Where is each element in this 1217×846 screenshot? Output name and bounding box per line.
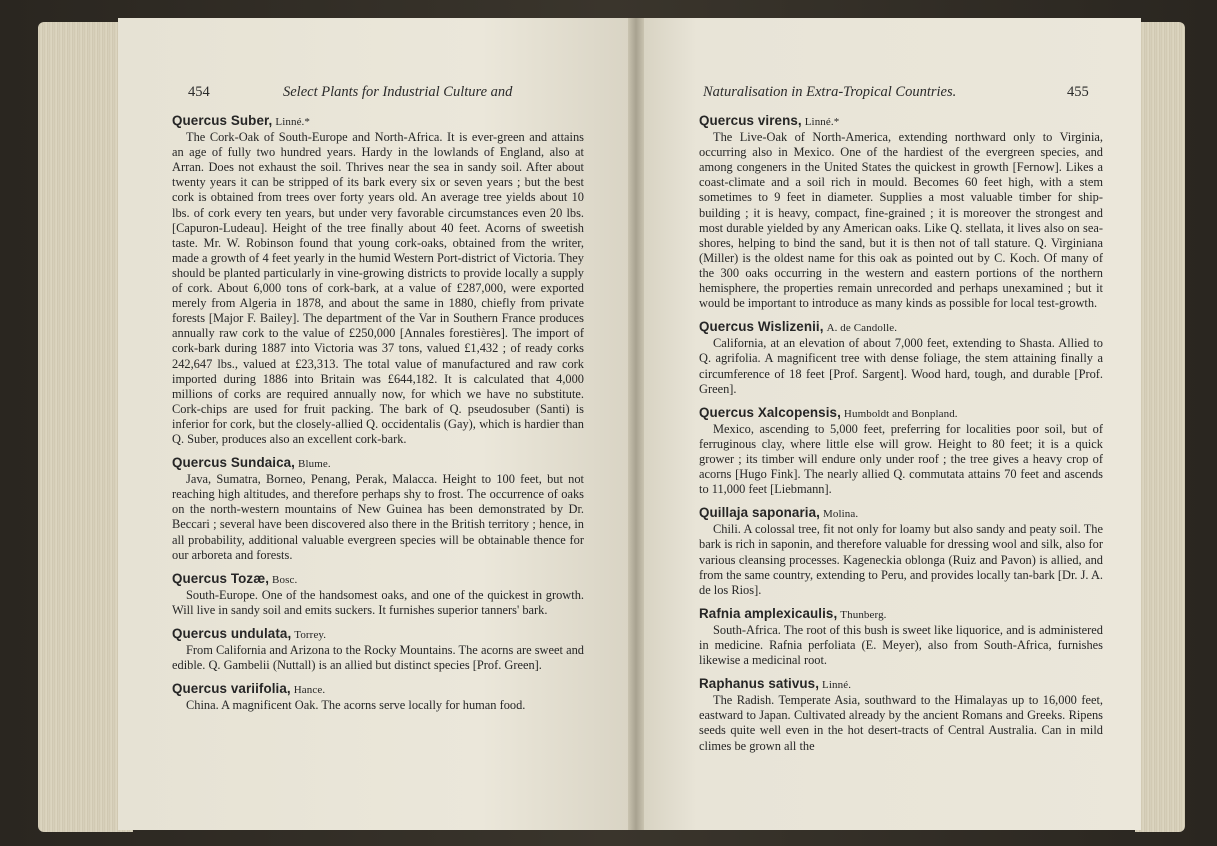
entry-title: Quercus Xalcopensis, xyxy=(699,404,841,420)
entry-title: Rafnia amplexicaulis, xyxy=(699,605,838,621)
entry-quercus-tozae xyxy=(172,571,584,618)
entry-author: Blume. xyxy=(298,458,331,471)
entry-body: The Cork-Oak of South-Europe and North-Africa. It is ever-green and attains an age of fully two hundred years. Hardy in the lowlands of England, also at Arran. Does not exhaust the soil. Thrives near the sea in sandy soil. After about twenty years it can be stripped of its bark every six or seven years ; but the best cork is obtained from trees over forty years old. An average tree yields about 10 lbs. of cork every ten years, but under very favorable circumstances even 20 lbs. [Capuron-Ludeau]. Height of the tree finally about 40 feet. Acorns of sweetish taste. Mr. W. Robinson found that young cork-oaks, obtained from the writer, made a growth of 4 feet yearly in the humid Western Port-district of Victoria. They should be planted particularly in vine-growing districts to provide locally a supply of cork. About 6,000 tons of cork-bark, at a value of £287,000, were exported merely from Algeria in 1878, and about the same in 1880, chiefly from private forests [Major F. Bailey]. The department of the Var in Southern France produces annually raw cork to the value of £250,000 [Annales forestières]. The import of cork-bark during 1887 into Victoria was 37 tons, valued £1,432 ; of ready corks 242,647 lbs., valued at £23,313. The total value of manufactured and raw cork imported during 1886 into Britain was £644,182. It is calculated that 4,000 millions of corks are required annually now, for which we have no substitute. Cork-chips are used for fruit packing. The bark of Q. pseudosuber (Santi) is inferior for cork, but the closely-allied Q. occidentalis (Gay), which is hardier than Q. Suber, produces also an excellent cork-bark. xyxy=(172,130,584,446)
entry-quercus-wislizenii xyxy=(699,319,1103,396)
page-edges-right xyxy=(1135,22,1185,832)
entry-author: Linné. xyxy=(822,679,852,692)
entry-quercus-xalcopensis xyxy=(699,405,1103,498)
entry-title: Quercus variifolia, xyxy=(172,681,291,697)
entry-body: The Live-Oak of North-America, extending northward only to Virginia, occurring also in Mexico. One of the hardiest of the evergreen species, and among congeners in the United States the quickest in growth [Fernow]. Likes a coast-climate and a soil rich in mould. Becomes 60 feet high, with a stem sometimes to 9 feet in diameter. Supplies a most valuable timber for ship-building ; it is heavy, compact, fine-grained ; it is moreover the strongest and most durable yielded by any American oaks. Like Q. stellata, it lives also on sea-shores, helping to bind the sand, but it is then not of tall stature. Q. Virginiana (Miller) is the oldest name for this oak as pointed out by C. Koch. Of many of the 300 oaks occurring in the western and eastern portions of the northern hemisphere, the properties remain unrecorded and perhaps unexamined ; but it would be important to introduce as many kinds as possible for local test-growth. xyxy=(699,130,1103,311)
entry-body: The Radish. Temperate Asia, southward to the Himalayas up to 16,000 feet, eastward to Japan. Cultivated already by the ancient Romans and Greeks. Ripens seeds quite well even in the hot desert-tracts of Central Australia. Can in mild climes be grown all the xyxy=(699,693,1103,753)
entry-body: Java, Sumatra, Borneo, Penang, Perak, Malacca. Height to 100 feet, but not reaching high altitudes, and therefore perhaps shy to frost. The occurrence of oaks on the north-western mountains of New Guinea has been demonstrated by Dr. Beccari ; several have been discovered also there in the British territory ; hence, in all probability, additional valuable evergreen species will be obtainable thence for our arboreta and forests. xyxy=(172,472,584,562)
entry-body: Chili. A colossal tree, fit not only for loamy but also sandy and peaty soil. The bark is rich in saponin, and therefore valuable for dressing wool and silk, also for various cleansing processes. Kageneckia oblonga (Ruiz and Pavon) is allied, and from the same country, extending to Peru, and provides locally tan-bark [Dr. J. A. de los Rios]. xyxy=(699,522,1103,597)
entry-author: Linné.* xyxy=(804,116,840,128)
entry-author: A. de Candolle. xyxy=(826,322,898,335)
entry-author: Molina. xyxy=(822,508,859,521)
entry-author: Hance. xyxy=(293,684,326,697)
entry-title: Raphanus sativus, xyxy=(699,676,820,692)
entry-title: Quercus Sundaica, xyxy=(172,455,296,471)
entry-title: Quercus Suber, xyxy=(172,113,273,128)
entry-author: Thunberg. xyxy=(840,608,887,621)
entry-author: Humboldt and Bonpland. xyxy=(843,407,958,420)
entry-title: Quillaja saponaria, xyxy=(699,505,820,521)
entry-body: Mexico, ascending to 5,000 feet, preferring for localities poor soil, but of ferruginous clay, where little else will grow. Height to 80 feet; it is a quick grower ; its timber will endure only under roof ; the tree gives a heavy crop of acorns [Hugo Fink]. The nearly allied Q. commutata attains 70 feet and ascends to 11,000 feet [Liebmann]. xyxy=(699,421,1103,497)
entry-body: From California and Arizona to the Rocky Mountains. The acorns are sweet and edible. Q. Gambelii (Nuttall) is an allied but distinct species [Prof. Green]. xyxy=(172,643,584,673)
entry-quercus-virens xyxy=(699,113,1103,311)
right-page-text xyxy=(699,113,1103,762)
entry-raphanus-sativus xyxy=(699,676,1103,753)
entry-body: South-Africa. The root of this bush is sweet like liquorice, and is administered in medicine. Rafnia perfoliata (E. Meyer), also from South-Africa, furnishes likewise a medicinal root. xyxy=(699,622,1103,668)
entry-quercus-sundaica xyxy=(172,455,584,563)
entry-title: Quercus Wislizenii, xyxy=(699,319,824,335)
entry-quercus-undulata xyxy=(172,626,584,673)
entry-quillaja-saponaria xyxy=(699,505,1103,598)
entry-rafnia-amplexicaulis xyxy=(699,606,1103,668)
entry-author: Torrey. xyxy=(294,629,327,641)
entry-title: Quercus Tozæ, xyxy=(172,570,270,586)
entry-body: South-Europe. One of the handsomest oaks, and one of the quickest in growth. Will live in sandy soil and emits suckers. It furnishes superior tanners' bark. xyxy=(172,587,584,617)
entry-author: Linné.* xyxy=(275,116,310,128)
right-page-number: 455 xyxy=(1067,84,1089,100)
entry-title: Quercus undulata, xyxy=(172,626,292,641)
left-page-number: 454 xyxy=(188,84,210,100)
entry-quercus-variifolia xyxy=(172,681,584,713)
book-gutter xyxy=(628,18,644,830)
entry-quercus-suber xyxy=(172,113,584,447)
entry-body: California, at an elevation of about 7,000 feet, extending to Shasta. Allied to Q. agrifolia. A magnificent tree with dense foliage, the stem attaining finally a circumference of 18 feet [Prof. Sargent]. Wood hard, tough, and durable [Prof. Green]. xyxy=(699,336,1103,396)
right-running-head: Naturalisation in Extra-Tropical Countries. xyxy=(703,84,957,100)
left-page-text xyxy=(172,113,584,721)
entry-author: Bosc. xyxy=(272,573,298,586)
entry-body: China. A magnificent Oak. The acorns serve locally for human food. xyxy=(186,698,526,713)
entry-title: Quercus virens, xyxy=(699,113,802,128)
left-running-head: Select Plants for Industrial Culture and xyxy=(283,84,513,100)
